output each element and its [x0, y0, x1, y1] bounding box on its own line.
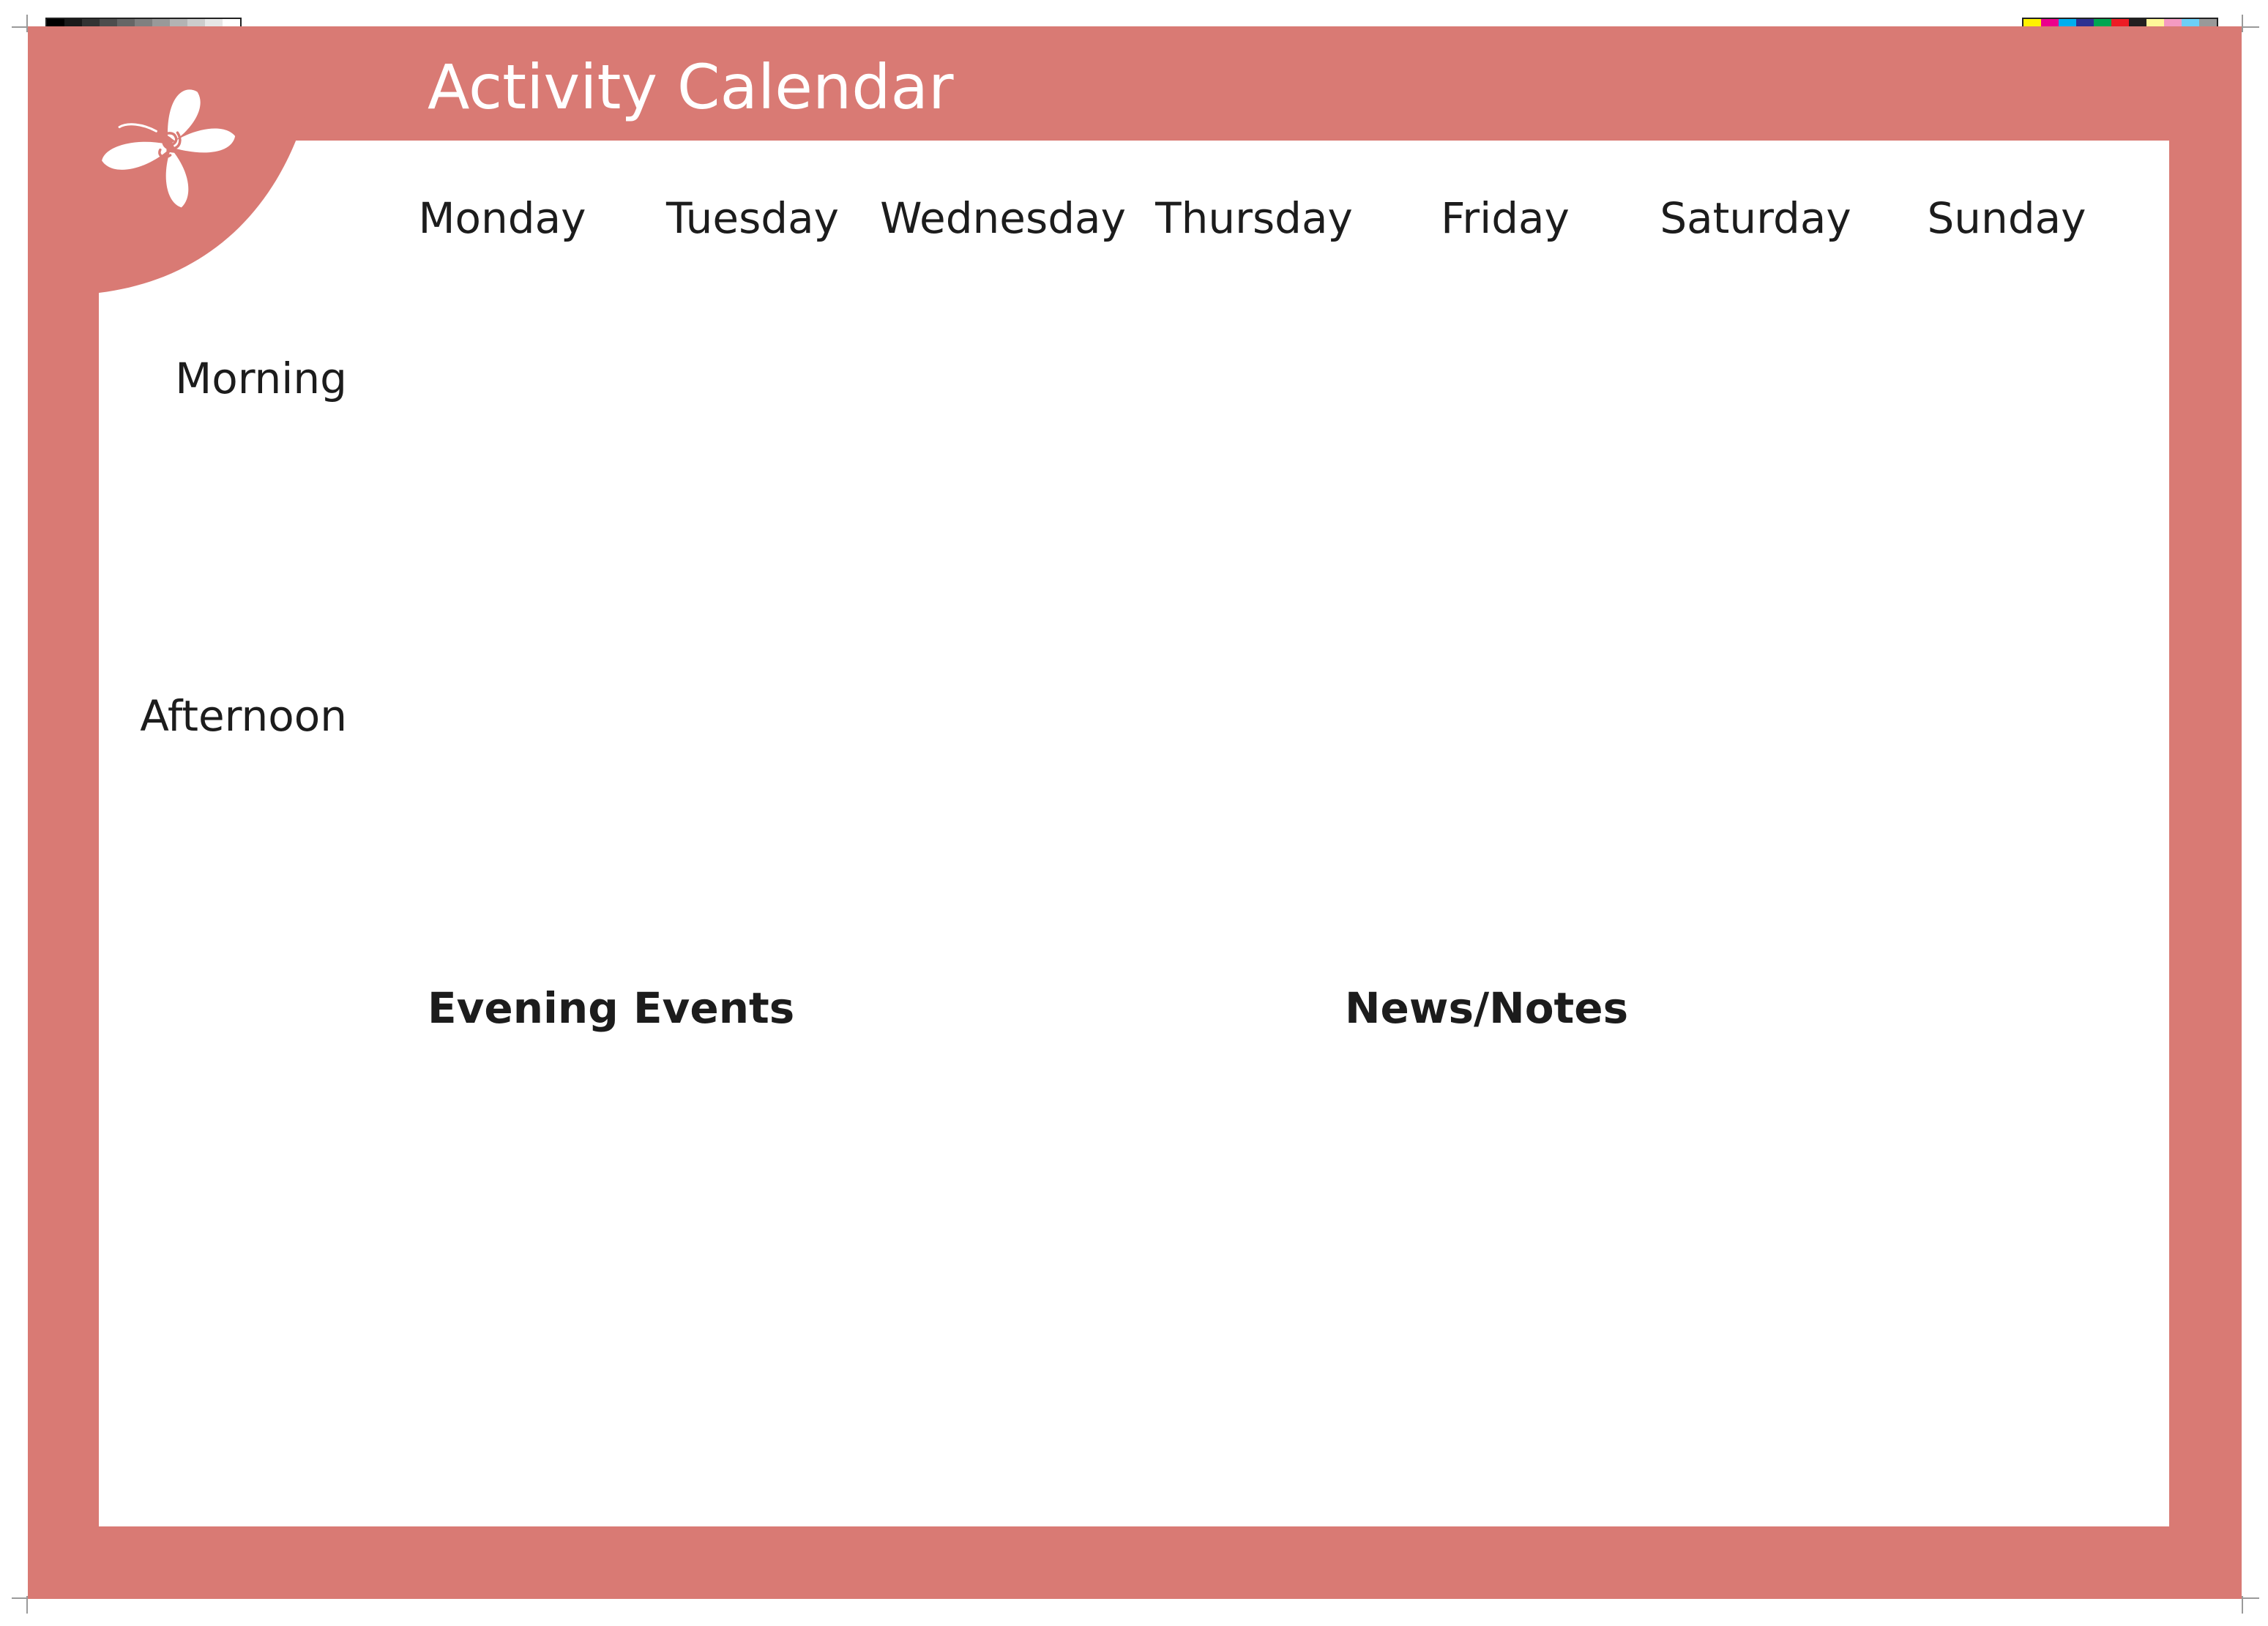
crop-mark — [2242, 26, 2259, 28]
crop-mark — [2242, 1597, 2259, 1599]
day-header-thursday: Thursday — [1155, 193, 1353, 243]
news-notes-heading: News/Notes — [1345, 983, 1629, 1033]
crop-mark — [12, 1597, 29, 1599]
slot-label-afternoon: Afternoon — [140, 691, 347, 741]
day-header-wednesday: Wednesday — [880, 193, 1126, 243]
day-header-friday: Friday — [1441, 193, 1570, 243]
evening-events-heading: Evening Events — [428, 983, 795, 1033]
slot-label-morning: Morning — [175, 354, 347, 403]
calendar-sheet — [99, 141, 2169, 1526]
day-header-monday: Monday — [418, 193, 586, 243]
logo-corner — [0, 0, 337, 307]
day-header-tuesday: Tuesday — [666, 193, 839, 243]
day-header-saturday: Saturday — [1660, 193, 1851, 243]
page-title: Activity Calendar — [428, 51, 954, 123]
day-header-sunday: Sunday — [1927, 193, 2086, 243]
crop-mark — [2242, 15, 2243, 32]
